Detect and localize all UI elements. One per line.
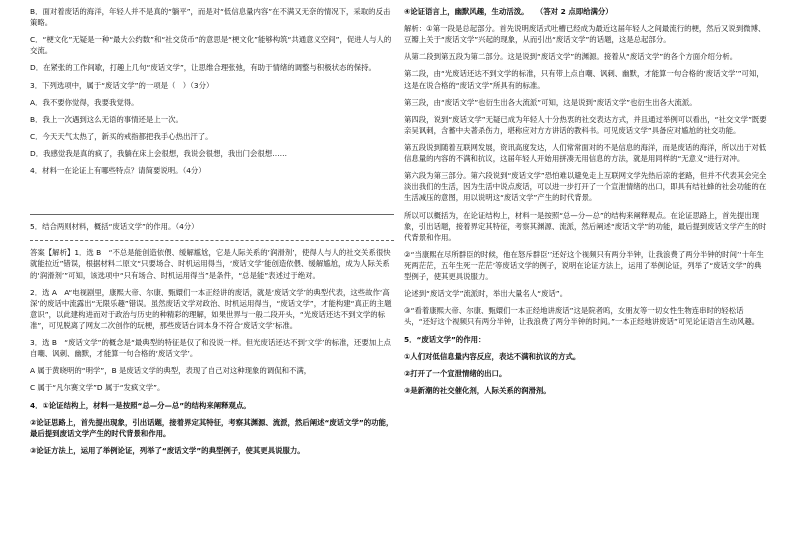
- answer-4-thinking: ②论证思路上，首先提出现象，引出话题，接着界定其特征，考察其渊源、流派，然后阐述“废话文学”的功能，最后提到废话文学产生的时代背景和作用。: [30, 417, 394, 438]
- analysis-example: ②“当康熙在尽所群臣的时候，他在怒斥群臣‘’还好这个视频只有两分半钟，让我浪费了两分半钟的时间’‘十年生死两茫茫，五年生死一茫茫’等废话文学的例子，说明在论证方法上，运用了举例论证，列举了“废话文学”的典型例子，使其更具说服力。: [404, 249, 764, 282]
- option-b-text: B．面对着废话的海洋，年轻人并不是真的“躺平”，而是对“低信息量内容”在不满又无奈的情况下，采取的反击策略。: [30, 7, 391, 28]
- answer-3: 3．选 B “废话文学”的概念是“最典型的特征是仅了和没说一样。但光废话还达不到‘文学’的标准，还要加上点自嘲、讽刺、幽默，才能算一句合格的‘废话文学’。: [30, 338, 391, 359]
- answer-5-item-1: ①人们对低信息量内容反应，表达不满和抗议的方式。: [404, 351, 581, 361]
- answer-5-item-2: ②打开了一个宣泄情绪的出口。: [404, 368, 507, 378]
- analysis-paragraph-4: 第四段，说到“废话文学”无疑已成为年轻人十分热衷的社交表达方式，并且通过举例可以看出，“社交文学”既要亲吴讽刺，含蓄中夫著杀伤力，堪称应对方方讲话的教科书。可见废话文学”具备应对尴尬的社交功能。: [404, 114, 767, 135]
- analysis-language: ③“看着康熙大帝、尔康、甄嬛们一本正经地讲废话”这是院者呜，女朋友等一切女性生物连串时的轻松话头，“还好这个视频只有两分半钟，让我浪费了两分半钟的时间。”一本正经地讲废话”可见论证语言生动风趣。: [404, 306, 760, 327]
- answer-3-option-a: A 属于黄晓明的“明学”，B 是废话文学的典型，表现了自己对这种现象的调侃和不满，: [30, 366, 312, 376]
- answer-5-item-3: ③是新潮的社交催化剂，人际关系的润滑剂。: [404, 385, 551, 395]
- analysis-summary: 所以可以概括为，在论证结构上，材料一是按照“总—分—总”的结构来阐释观点。在论证思路上，首先提出现象，引出话题，接着界定其特征，考察其渊源、流派，然后阐述“废话文学”的功能，最后提到废话文学产生的时代背景和作用。: [404, 210, 767, 242]
- answer-4-structure: 4．①论证结构上，材料一是按照“总—分—总”的结构来阐释观点。: [30, 400, 251, 410]
- answer-3-option-c: C 属于“凡尔赛文学”D 属于“发疯文学”。: [30, 383, 165, 393]
- answer-space: [30, 182, 394, 206]
- analysis-part-1: 解析：①第一段是总起部分。首先说明废话式吐槽已经成为最近这届年轻人之间最流行的梗，然后又说到微博、豆瓣上关于“废话文学”兴起的现象，从而引出“废话文学”的话题，这是总起部分。: [404, 24, 766, 45]
- option-d-text: D．在紧张的工作间歇，打趣上几句“废话文学”，让思维合理张弛，有助于情绪的调整与积极状态的保持。: [30, 63, 376, 73]
- question-3-option-c: C．今天天气太热了，新买的戒指都把我手心热出汗了。: [30, 131, 213, 141]
- answer-2: 2．选 A A“电视剧里，康熙大帝、尔康、甄嬛们一本正经讲的废话，就是‘废话文学’的典型代表，这些故作‘高深’的废话中流露出“无限乐趣”错误。虽然废话文学对政治、时机运用得当，“废话文学”，才能构建“真正的主题意识”，以此建构进而对于政治与历史的种精彩的理解，如果世界与一般二段开头，“光废话还达不到文学的标准”，可见脱离了网友二次创作的玩梗，那些废话台词本身不符合‘废话文学’标准。: [30, 287, 392, 330]
- answer-4-method: ③论证方法上，运用了举例论证，列举了“废话文学”的典型例子，使其更具说服力。: [30, 445, 305, 455]
- analysis-paragraph-5: 第五段说到随着互联网发展，资讯高度发达，人们常常面对的不是信息的海洋，而是废话的海洋，所以出于对低信息量的内容的不满和抗议，这届年轻人开始用拼凑无用信息的方法，就是用同样的“无意义”进行对冲。: [404, 142, 767, 164]
- right-column: [404, 6, 768, 402]
- analysis-part-2: 从第二段到第五段为第二部分。这是说到“废话文学”的渊源。接着从“废话文学”的各个方面介绍分析。: [404, 52, 738, 62]
- question-5: 5．结合两则材料，概括“废话文学”的作用。（4分）: [30, 222, 199, 232]
- question-3-option-a: A．我不要你觉得，我要我觉得。: [30, 97, 139, 107]
- answer-1: 答案【解析】1．选 B “不总是能创造依偎、缓解尴尬，它是人际关系的‘润滑剂’，使得人与人的社交关系很快就能拉近”错误，根据材料二原文“只要场合、时机运用得当，‘废话文学’能创造依偎、缓解尴尬，成为人际关系的‘润滑剂’”可知，该选项中“只有场合、时机运用得当”是条件，“总是能”表述过于绝对。: [30, 248, 391, 280]
- question-3-option-d: D．我感觉我是真的疯了，我躺在床上会很想，我说会很想，我出门会很想……: [30, 148, 287, 158]
- option-c-text: C．“梗文化”无疑是一种“最大公约数”和“社交货币”的意思是“梗文化”能够构筑“共通意义空间”，促进人与人的交流。: [30, 35, 392, 56]
- question-3-option-b: B．我上一次遇到这么无语的事情还是上一次。: [30, 114, 183, 124]
- answer-5-title: 5．“废话文学”的作用：: [404, 334, 486, 344]
- left-column: [30, 6, 394, 462]
- separator-dashed-line: [30, 240, 394, 241]
- analysis-part-3: 第六段为第三部分。第六段说到“废话文学”恐怕难以避免走上互联网文学先热后凉的老路，但并不代表其会完全淡出我们的生活，因为生活中说点废话，可以进一步打开了一个宣泄情绪的出口，即具有结社蜂的社会功能的在生活减压的意图，用以说明这“废话文学”产生的时代背景。: [404, 171, 767, 203]
- answer-4-language: ④论证语言上，幽默风趣，生动活泼。 （答对 2 点即给满分）: [404, 7, 613, 16]
- question-4: 4．材料一在论证上有哪些特点？请简要说明。（4分）: [30, 166, 206, 176]
- separator-line: [30, 214, 394, 215]
- question-3: 3．下列选项中，属于“废话文学”的一项是（ ）（3分）: [30, 80, 214, 90]
- analysis-paragraph-3: 第三段，由“废话文学”也衍生出各大流派”可知，这是说到“废话文学”也衍生出各大流派。: [404, 97, 697, 107]
- analysis-schools: 论述到“废话文学”流派时，举出大量名人“废话”。: [404, 289, 568, 299]
- analysis-paragraph-2: 第二段，由“光废话还达不到文学的标准，只有带上点自嘲、讽刺、幽默，才能算一句合格的‘废话文学’”可知，这是在说合格的“废话文学”所具有的标准。: [404, 69, 764, 90]
